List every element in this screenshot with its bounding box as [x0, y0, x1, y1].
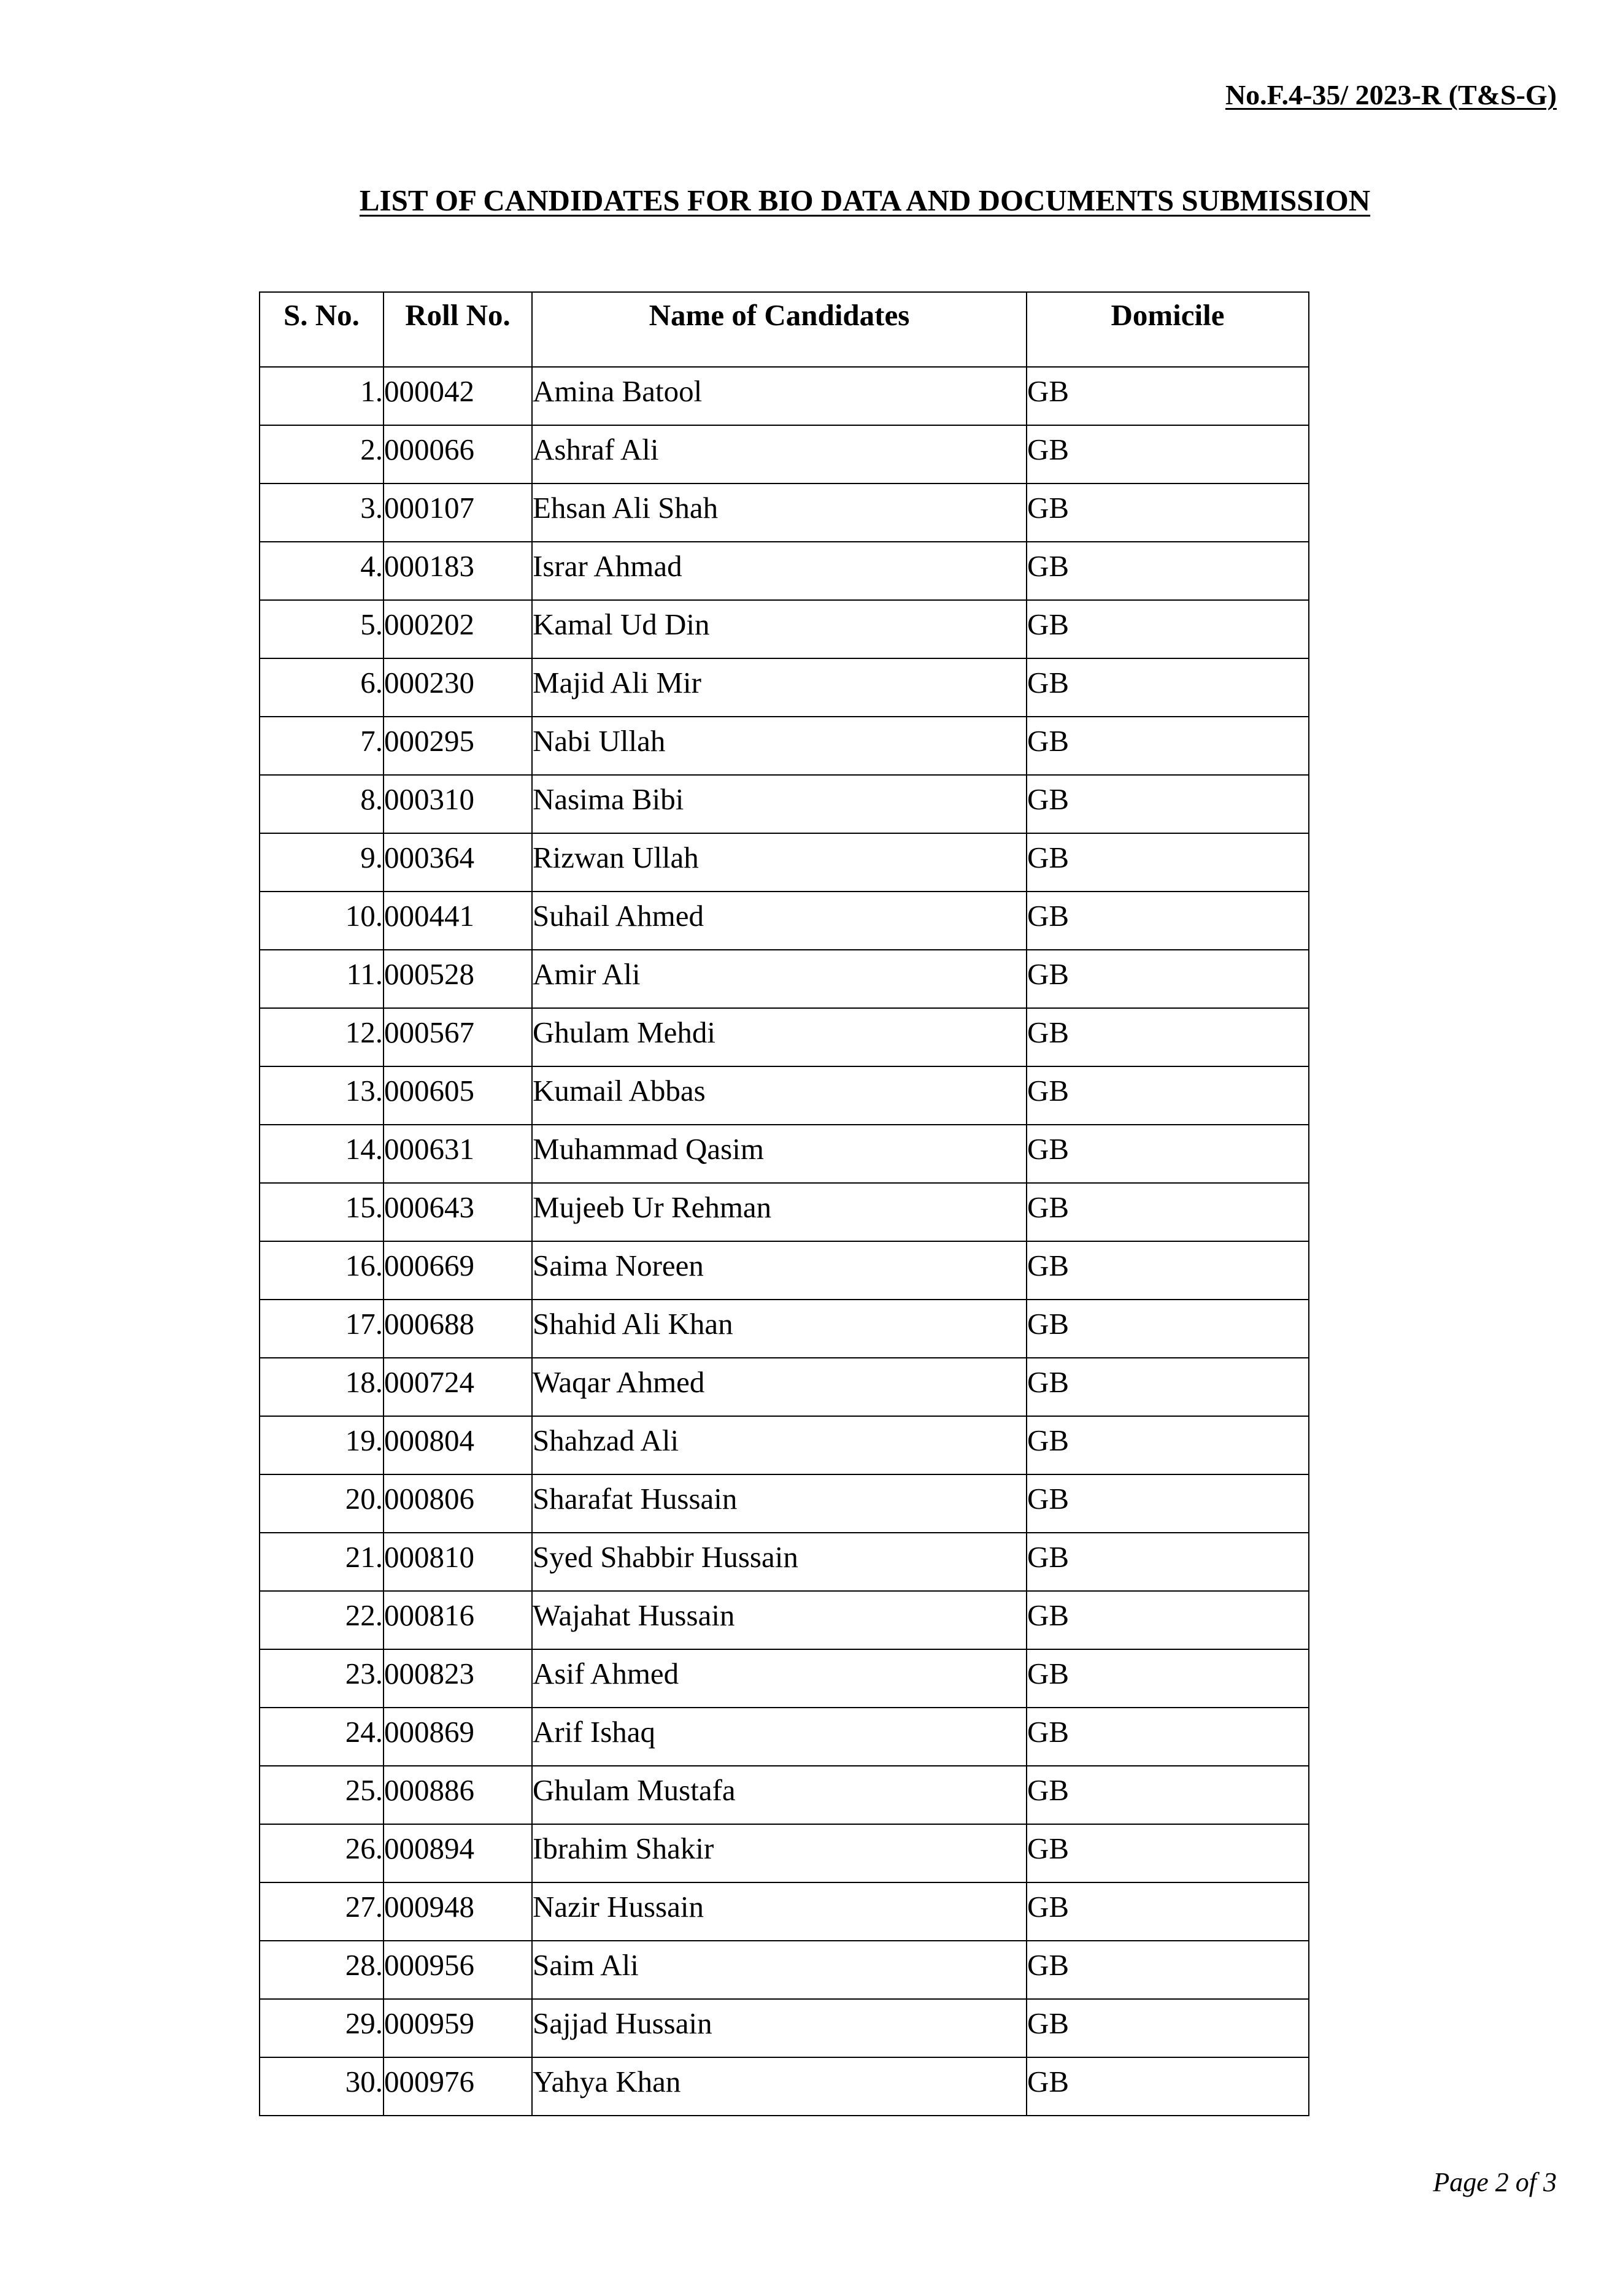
candidate-name-cell: Kamal Ud Din: [532, 600, 1027, 658]
roll-number-cell: 000066: [384, 425, 532, 483]
domicile-cell: GB: [1027, 1533, 1309, 1591]
serial-number-cell: 23.: [260, 1649, 384, 1708]
domicile-cell: GB: [1027, 950, 1309, 1008]
candidate-name-cell: Waqar Ahmed: [532, 1358, 1027, 1416]
serial-number-cell: 15.: [260, 1183, 384, 1241]
table-row: [260, 775, 1309, 833]
candidate-name-cell: Ibrahim Shakir: [532, 1824, 1027, 1882]
table-row: [260, 833, 1309, 892]
table-row: [260, 542, 1309, 600]
candidate-name-cell: Nazir Hussain: [532, 1882, 1027, 1941]
candidate-name-cell: Sajjad Hussain: [532, 1999, 1027, 2057]
serial-number-cell: 19.: [260, 1416, 384, 1474]
candidate-name-cell: Wajahat Hussain: [532, 1591, 1027, 1649]
table-row: [260, 1241, 1309, 1300]
table-row: [260, 892, 1309, 950]
serial-number-cell: 24.: [260, 1708, 384, 1766]
domicile-cell: GB: [1027, 367, 1309, 425]
roll-number-cell: 000107: [384, 483, 532, 542]
table-row: [260, 1183, 1309, 1241]
roll-number-cell: 000804: [384, 1416, 532, 1474]
candidate-name-cell: Ashraf Ali: [532, 425, 1027, 483]
serial-number-cell: 20.: [260, 1474, 384, 1533]
table-row: [260, 1300, 1309, 1358]
domicile-cell: GB: [1027, 1183, 1309, 1241]
domicile-cell: GB: [1027, 833, 1309, 892]
column-header-roll-no: Roll No.: [384, 292, 532, 367]
domicile-cell: GB: [1027, 1999, 1309, 2057]
serial-number-cell: 21.: [260, 1533, 384, 1591]
table-row: [260, 1358, 1309, 1416]
column-header-domicile: Domicile: [1027, 292, 1309, 367]
serial-number-cell: 30.: [260, 2057, 384, 2116]
candidate-name-cell: Mujeeb Ur Rehman: [532, 1183, 1027, 1241]
roll-number-cell: 000441: [384, 892, 532, 950]
domicile-cell: GB: [1027, 1300, 1309, 1358]
domicile-cell: GB: [1027, 1358, 1309, 1416]
candidates-table: [259, 291, 1309, 2116]
table-row: [260, 1008, 1309, 1066]
domicile-cell: GB: [1027, 1066, 1309, 1125]
candidate-name-cell: Muhammad Qasim: [532, 1125, 1027, 1183]
candidate-name-cell: Ghulam Mustafa: [532, 1766, 1027, 1824]
candidate-name-cell: Saima Noreen: [532, 1241, 1027, 1300]
table-row: [260, 483, 1309, 542]
serial-number-cell: 14.: [260, 1125, 384, 1183]
serial-number-cell: 17.: [260, 1300, 384, 1358]
column-header-serial: S. No.: [260, 292, 384, 367]
candidate-name-cell: Amina Batool: [532, 367, 1027, 425]
roll-number-cell: 000669: [384, 1241, 532, 1300]
candidate-name-cell: Rizwan Ullah: [532, 833, 1027, 892]
domicile-cell: GB: [1027, 1241, 1309, 1300]
serial-number-cell: 2.: [260, 425, 384, 483]
serial-number-cell: 25.: [260, 1766, 384, 1824]
domicile-cell: GB: [1027, 483, 1309, 542]
roll-number-cell: 000948: [384, 1882, 532, 1941]
table-row: [260, 2057, 1309, 2116]
domicile-cell: GB: [1027, 1708, 1309, 1766]
domicile-cell: GB: [1027, 1824, 1309, 1882]
candidate-name-cell: Majid Ali Mir: [532, 658, 1027, 717]
domicile-cell: GB: [1027, 1941, 1309, 1999]
serial-number-cell: 9.: [260, 833, 384, 892]
candidate-name-cell: Asif Ahmed: [532, 1649, 1027, 1708]
roll-number-cell: 000310: [384, 775, 532, 833]
candidate-name-cell: Shahid Ali Khan: [532, 1300, 1027, 1358]
serial-number-cell: 26.: [260, 1824, 384, 1882]
candidate-name-cell: Suhail Ahmed: [532, 892, 1027, 950]
header-row: [260, 292, 1309, 367]
table-row: [260, 950, 1309, 1008]
table-row: [260, 1591, 1309, 1649]
candidate-name-cell: Syed Shabbir Hussain: [532, 1533, 1027, 1591]
serial-number-cell: 29.: [260, 1999, 384, 2057]
roll-number-cell: 000364: [384, 833, 532, 892]
page-number: Page 2 of 3: [1433, 2167, 1557, 2197]
serial-number-cell: 3.: [260, 483, 384, 542]
candidate-name-cell: Shahzad Ali: [532, 1416, 1027, 1474]
serial-number-cell: 7.: [260, 717, 384, 775]
domicile-cell: GB: [1027, 600, 1309, 658]
domicile-cell: GB: [1027, 1882, 1309, 1941]
table-header: [260, 292, 1309, 367]
roll-number-cell: 000567: [384, 1008, 532, 1066]
page-title: LIST OF CANDIDATES FOR BIO DATA AND DOCUMENTS SUBMISSION: [359, 183, 1371, 217]
table-row: [260, 1649, 1309, 1708]
roll-number-cell: 000202: [384, 600, 532, 658]
table-body: [260, 367, 1309, 2116]
serial-number-cell: 13.: [260, 1066, 384, 1125]
roll-number-cell: 000643: [384, 1183, 532, 1241]
domicile-cell: GB: [1027, 1591, 1309, 1649]
roll-number-cell: 000823: [384, 1649, 532, 1708]
domicile-cell: GB: [1027, 2057, 1309, 2116]
roll-number-cell: 000886: [384, 1766, 532, 1824]
roll-number-cell: 000810: [384, 1533, 532, 1591]
roll-number-cell: 000956: [384, 1941, 532, 1999]
table-row: [260, 658, 1309, 717]
table-row: [260, 1533, 1309, 1591]
serial-number-cell: 18.: [260, 1358, 384, 1416]
table-row: [260, 1941, 1309, 1999]
domicile-cell: GB: [1027, 1125, 1309, 1183]
domicile-cell: GB: [1027, 1474, 1309, 1533]
candidate-name-cell: Ehsan Ali Shah: [532, 483, 1027, 542]
table-row: [260, 1824, 1309, 1882]
table-row: [260, 1766, 1309, 1824]
serial-number-cell: 1.: [260, 367, 384, 425]
table-row: [260, 1474, 1309, 1533]
candidate-name-cell: Israr Ahmad: [532, 542, 1027, 600]
serial-number-cell: 28.: [260, 1941, 384, 1999]
roll-number-cell: 000528: [384, 950, 532, 1008]
roll-number-cell: 000605: [384, 1066, 532, 1125]
domicile-cell: GB: [1027, 658, 1309, 717]
domicile-cell: GB: [1027, 892, 1309, 950]
serial-number-cell: 16.: [260, 1241, 384, 1300]
table-row: [260, 717, 1309, 775]
candidate-name-cell: Ghulam Mehdi: [532, 1008, 1027, 1066]
candidate-name-cell: Nasima Bibi: [532, 775, 1027, 833]
domicile-cell: GB: [1027, 1416, 1309, 1474]
serial-number-cell: 8.: [260, 775, 384, 833]
domicile-cell: GB: [1027, 1008, 1309, 1066]
roll-number-cell: 000688: [384, 1300, 532, 1358]
roll-number-cell: 000183: [384, 542, 532, 600]
domicile-cell: GB: [1027, 1649, 1309, 1708]
table-row: [260, 1125, 1309, 1183]
roll-number-cell: 000042: [384, 367, 532, 425]
table-row: [260, 1708, 1309, 1766]
table-row: [260, 1066, 1309, 1125]
roll-number-cell: 000230: [384, 658, 532, 717]
candidate-name-cell: Yahya Khan: [532, 2057, 1027, 2116]
candidate-name-cell: Saim Ali: [532, 1941, 1027, 1999]
candidate-name-cell: Nabi Ullah: [532, 717, 1027, 775]
domicile-cell: GB: [1027, 717, 1309, 775]
table-row: [260, 600, 1309, 658]
roll-number-cell: 000295: [384, 717, 532, 775]
roll-number-cell: 000816: [384, 1591, 532, 1649]
roll-number-cell: 000806: [384, 1474, 532, 1533]
roll-number-cell: 000869: [384, 1708, 532, 1766]
reference-number: No.F.4-35/ 2023-R (T&S-G): [1225, 79, 1557, 110]
roll-number-cell: 000959: [384, 1999, 532, 2057]
serial-number-cell: 4.: [260, 542, 384, 600]
serial-number-cell: 6.: [260, 658, 384, 717]
candidate-name-cell: Sharafat Hussain: [532, 1474, 1027, 1533]
candidate-name-cell: Amir Ali: [532, 950, 1027, 1008]
domicile-cell: GB: [1027, 1766, 1309, 1824]
roll-number-cell: 000976: [384, 2057, 532, 2116]
table-row: [260, 425, 1309, 483]
serial-number-cell: 11.: [260, 950, 384, 1008]
domicile-cell: GB: [1027, 775, 1309, 833]
serial-number-cell: 22.: [260, 1591, 384, 1649]
domicile-cell: GB: [1027, 542, 1309, 600]
table-row: [260, 367, 1309, 425]
roll-number-cell: 000894: [384, 1824, 532, 1882]
serial-number-cell: 27.: [260, 1882, 384, 1941]
serial-number-cell: 12.: [260, 1008, 384, 1066]
serial-number-cell: 10.: [260, 892, 384, 950]
table-row: [260, 1882, 1309, 1941]
domicile-cell: GB: [1027, 425, 1309, 483]
table-row: [260, 1416, 1309, 1474]
column-header-name: Name of Candidates: [532, 292, 1027, 367]
candidate-name-cell: Arif Ishaq: [532, 1708, 1027, 1766]
roll-number-cell: 000724: [384, 1358, 532, 1416]
candidate-name-cell: Kumail Abbas: [532, 1066, 1027, 1125]
serial-number-cell: 5.: [260, 600, 384, 658]
roll-number-cell: 000631: [384, 1125, 532, 1183]
table-row: [260, 1999, 1309, 2057]
